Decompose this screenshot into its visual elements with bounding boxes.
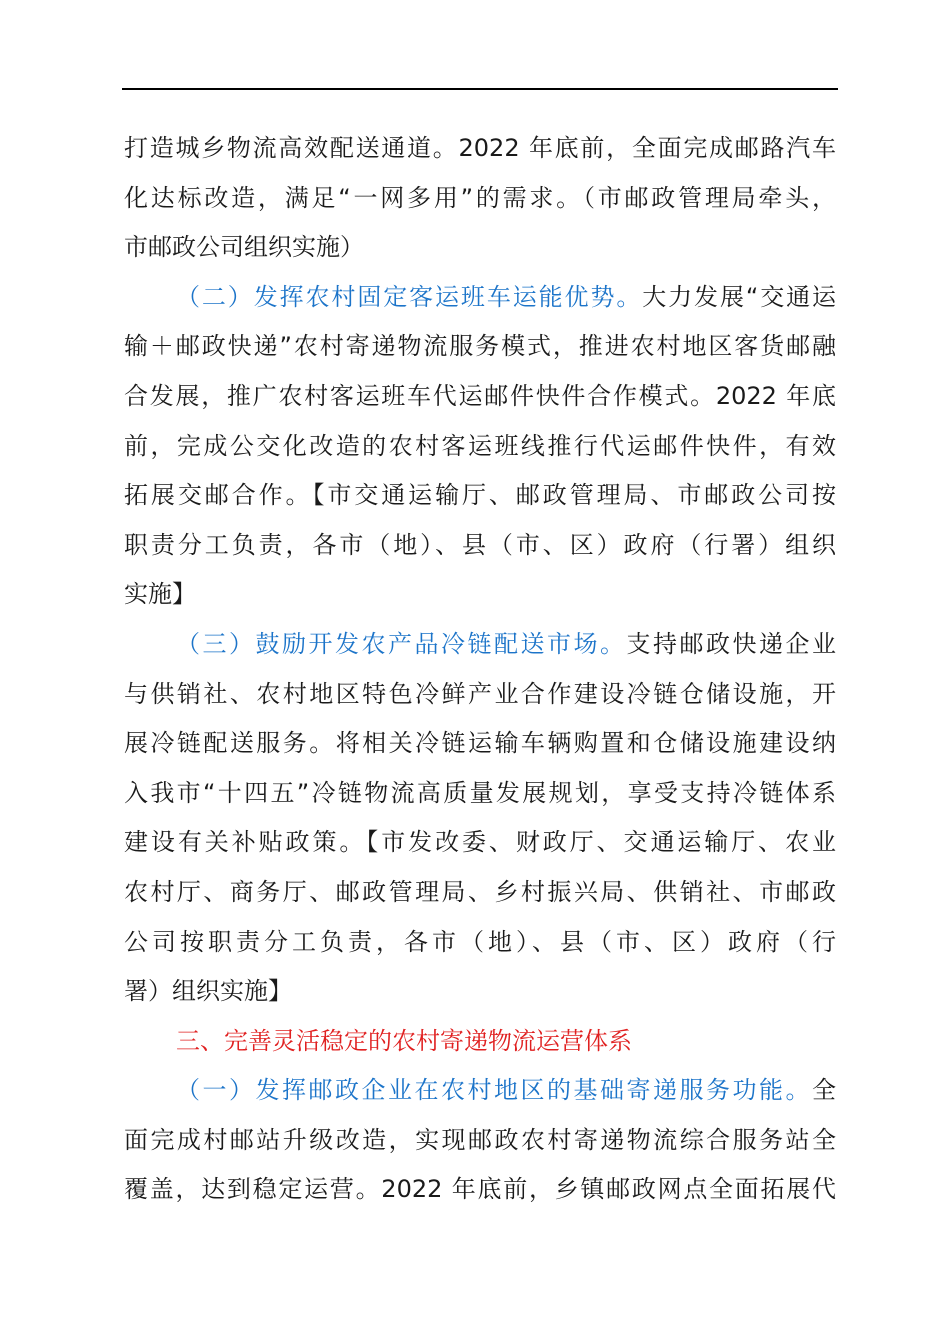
body-text: 前，完成公交化改造的农村客运班线推行代运邮件快件，有效 [124, 431, 836, 460]
paragraph-line [124, 471, 836, 521]
section-heading: 三、完善灵活稳定的农村寄递物流运营体系 [176, 1026, 632, 1055]
paragraph-line [124, 174, 836, 224]
paragraph-line [124, 372, 836, 422]
body-text: 实施】 [124, 580, 196, 609]
paragraph-line [124, 124, 836, 174]
body-text: 职责分工负责，各市（地）、县（市、区）政府（行署）组织 [124, 530, 836, 559]
paragraph-line [124, 818, 836, 868]
subsection-heading: （三）鼓励开发农产品冷链配送市场。 [176, 629, 627, 658]
subsection-heading: （二）发挥农村固定客运班车运能优势。 [176, 282, 643, 311]
subsection-line [124, 620, 836, 670]
paragraph-line [124, 223, 836, 273]
body-text: 输＋邮政快递”农村寄递物流服务模式，推进农村地区客货邮融 [124, 332, 836, 361]
paragraph-line [124, 918, 836, 968]
subsection-line [124, 1066, 836, 1116]
paragraph-line [124, 769, 836, 819]
paragraph-line [124, 570, 836, 620]
body-text: 市邮政公司组织实施） [124, 233, 364, 262]
body-text: 与供销社、农村地区特色冷鲜产业合作建设冷链仓储设施，开 [124, 679, 836, 708]
subsection-heading: （一）发挥邮政企业在农村地区的基础寄递服务功能。 [176, 1076, 812, 1105]
body-text: 支持邮政快递企业 [626, 629, 836, 658]
body-text: 大力发展“交通运 [642, 282, 836, 311]
body-text: 化达标改造，满足“一网多用”的需求。（市邮政管理局牵头， [124, 183, 836, 212]
body-text: 打造城乡物流高效配送通道。2022 年底前，全面完成邮路汽车 [124, 134, 836, 162]
body-text: 农村厅、商务厅、邮政管理局、乡村振兴局、供销社、市邮政 [124, 877, 836, 906]
header-rule [122, 88, 838, 90]
body-text: 覆盖，达到稳定运营。2022 年底前，乡镇邮政网点全面拓展代 [124, 1175, 836, 1204]
paragraph-line [124, 719, 836, 769]
paragraph-line [124, 1116, 836, 1166]
document-body [124, 124, 836, 1215]
paragraph-line [124, 967, 836, 1017]
body-text: 面完成村邮站升级改造，实现邮政农村寄递物流综合服务站全 [124, 1125, 836, 1154]
body-text: 建设有关补贴政策。【市发改委、财政厅、交通运输厅、农业 [124, 828, 836, 857]
body-text: 合发展，推广农村客运班车代运邮件快件合作模式。2022 年底 [124, 381, 836, 410]
body-text: 入我市“十四五”冷链物流高质量发展规划，享受支持冷链体系 [124, 778, 836, 807]
body-text: 展冷链配送服务。将相关冷链运输车辆购置和仓储设施建设纳 [124, 729, 836, 758]
paragraph-line [124, 670, 836, 720]
subsection-line [124, 273, 836, 323]
body-text: 全 [812, 1076, 836, 1105]
paragraph-line [124, 521, 836, 571]
paragraph-line [124, 322, 836, 372]
paragraph-line [124, 868, 836, 918]
body-text: 拓展交邮合作。【市交通运输厅、邮政管理局、市邮政公司按 [124, 481, 836, 510]
paragraph-line [124, 1165, 836, 1215]
paragraph-line [124, 422, 836, 472]
body-text: 署）组织实施】 [124, 977, 292, 1006]
section-heading-line [124, 1017, 836, 1067]
body-text: 公司按职责分工负责，各市（地）、县（市、区）政府（行 [124, 927, 836, 956]
